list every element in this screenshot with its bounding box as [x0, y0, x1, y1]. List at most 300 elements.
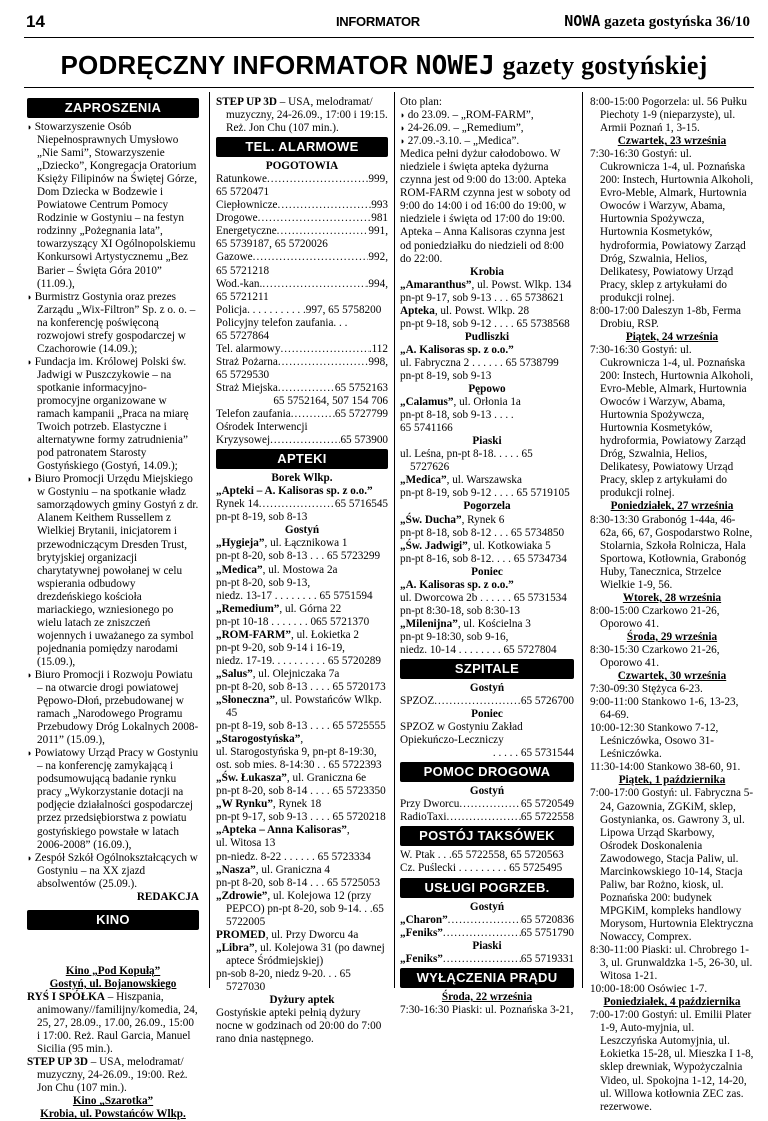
entry-label: „Charon” — [400, 913, 448, 926]
invitation-item: ◗ Fundacja im. Królowej Polski św. Jadwigi w Puszczykowie – na spotkanie informacyjno-promocyjne organizowane w ramach kampanii „Praca na miarę Twoich potrzeb. Elastyczne i alternatywne formy zatrudnienia” pod patronatem Starosty Gostyńskiego (Gostyń, 14.09.); — [27, 356, 199, 473]
outage-day: Czwartek, 23 września — [617, 135, 727, 148]
entry-detail: ul. Leśna, pn-pt 8-18. . . . . 65 5727626 — [400, 448, 533, 474]
entry-number: .994, — [365, 277, 388, 290]
entry-number: 65 5722558 — [520, 811, 574, 824]
entry-number: 65 5752163 — [334, 381, 388, 394]
pharmacy-towns — [400, 266, 574, 657]
section-header-taxi: POSTÓJ TAKSÓWEK — [400, 826, 574, 846]
power-outage-list — [590, 135, 754, 1114]
emergency-phone-list — [216, 173, 388, 447]
phone-number: Ośrodek Interwencji — [216, 421, 308, 434]
entry-number: 992, — [368, 251, 388, 264]
publication-name: NOWA gazeta gostyńska 36/10 — [564, 12, 750, 30]
phone-number: Policja. . . . . . . . . . .997, 65 5758200 — [216, 303, 382, 316]
pharmacy-line — [216, 759, 388, 772]
entry-detail: ul. Starogostyńska 9, pn-pt 8-19:30, — [216, 746, 377, 759]
pharmacy-line — [216, 864, 388, 877]
entry-label: Kryzysowej — [216, 434, 271, 447]
pharmacy-line — [216, 733, 388, 746]
section-header-zaproszenia: ZAPROSZENIA — [27, 98, 199, 118]
pharmacy-line — [400, 514, 574, 527]
pharmacy-line — [400, 422, 574, 435]
invitation-item: ◗ Powiatowy Urząd Pracy w Gostyniu – na konferencję zamykającą i podsumowującą badanie rynku pracy „Wykorzystanie dotacji na podjęcie działalności gospodarczej przez przedsiębiorstwa z powiatu gostyńskiego powstałe w latach 2006-2008” (16.09.), — [27, 747, 199, 851]
film-entry: STEP UP 3D – USA, melodramat/ muzyczny, 24-26.09., 17:00 i 19:15. Reż. Jon Chu (107 min.). — [216, 96, 388, 135]
signature: REDAKCJA — [136, 890, 199, 903]
film-entry: STEP UP 3D – USA, melodramat/ muzyczny, 24-26.09., 19:00. Reż. Jon Chu (107 min.). — [27, 1056, 188, 1095]
dot-leader — [278, 382, 335, 395]
entry-label: Ratunkowe — [216, 173, 267, 186]
plan-title: Oto plan: — [400, 96, 442, 108]
invitations-list — [27, 121, 199, 891]
entry-detail: , ul. Kotkowiaka 5 — [467, 539, 551, 552]
entry-number: .999, — [365, 173, 388, 186]
hospital-phone: SPZOZ ..... 65 5726700 — [400, 695, 574, 708]
entry-label: Wod.-kan. — [216, 277, 263, 290]
entry-detail: niedz. 17-19. . . . . . . . . . 65 5720289 — [216, 654, 381, 667]
masthead-rule — [24, 87, 754, 88]
entry-label: Gazowe — [216, 251, 253, 264]
entry-name: „Starogostyńska” — [216, 733, 301, 746]
phone-row — [400, 811, 574, 824]
pharmacy-line — [400, 618, 574, 631]
entry-number: 991, — [368, 225, 388, 238]
dot-leader — [278, 356, 369, 369]
entry-name: „Salus” — [216, 667, 253, 680]
entry-detail: pn-pt 8-20, sob 9-13, — [216, 576, 311, 589]
phone-number: 65 5739187, 65 5720026 — [216, 238, 328, 251]
entry-detail: , ul. Górna 22 — [279, 602, 342, 615]
pharmacy-line — [216, 746, 388, 759]
phone-row — [216, 382, 388, 395]
entry-detail: ost. sob mies. 8-14:30 . . 65 5722393 — [216, 759, 382, 772]
outage-day: Poniedziałek, 4 października — [603, 996, 741, 1009]
entry-detail: , ul. Powst. Wlkp. 134 — [471, 278, 572, 291]
outage-item: 8:00-15:00 Pogorzela: ul. 56 Pułku Piechoty 1-9 (nieparzyste), ul. Armii Poznań 1, 3-15. — [590, 96, 747, 135]
outage-day: Czwartek, 30 września — [617, 670, 727, 683]
dot-leader — [448, 914, 521, 927]
invitation-item: ◗ Biuro Promocji Urzędu Miejskiego w Gostyniu – na spotkanie władz samorządowych gminy Gostyń z dr. Alanem Keithem Russellem z Wielkiej Brytanii, inicjatorem i przewodniczącym Dresden Trust, brytyjskiej organizacji charytatywnej powołanej w celu wspierania odbudowy drezdeńskiego kościoła mariackiego, wzniesionego po wielu latach ze zniszczeń wojennych i uważanego za symbol pojednania pomiędzy narodami (15.09.), — [27, 473, 199, 669]
town-name: Piaski — [472, 435, 502, 448]
pharmacy-line — [400, 579, 574, 592]
entry-detail: pn-pt 8-20, sob 8-13 . . . 65 5723299 — [216, 550, 381, 563]
pharmacy-line — [400, 592, 574, 605]
pharmacy-line — [400, 279, 574, 292]
entry-detail: pn-pt 8-20, sob 8-14 . . . . 65 5723350 — [216, 785, 386, 798]
entry-detail: , — [346, 824, 350, 837]
town-name: Pępowo — [468, 383, 506, 396]
phone-number: 65 5752164, 507 154 706 — [273, 394, 388, 407]
outage-item: 8:30-11:00 Piaski: ul. Chrobrego 1-3, ul. Grunwaldzka 1-5, 26-30, ul. Witosa 1-21. — [590, 944, 753, 983]
header-rule — [24, 37, 754, 38]
pharmacy-line — [216, 616, 388, 629]
outage-item: 7:30-16:30 Gostyń: ul. Cukrownicza 1-4, ul. Poznańska 200: Instech, Hurtownia Alkoholi, Evro-Meble, Almark, Hurtownia Owoców i Warzyw, Abama, Hurtownia Spożywcza, Hurtownia Kosmetyków, hydroformia, Powiatowy Zarząd Dróg, Szwalnia, Helios, Delikatesy, Powiatowy Urząd Pracy, sklep z artykułami do produkcji rolnej. — [590, 343, 754, 500]
masthead-title: PODRĘCZNY INFORMATOR NOWEJ gazety gostyńskiej — [60, 50, 708, 81]
entry-name: „Św. Ducha” — [400, 513, 462, 526]
outage-day: Środa, 29 września — [626, 630, 718, 643]
roadside-help-list — [400, 798, 574, 824]
pharmacy-line — [216, 824, 388, 837]
phone-row — [216, 434, 388, 447]
pharmacy-name: „Apteki – A. Kalisoras sp. z o.o.” — [216, 485, 373, 498]
outage-item: 8:30-15:30 Czarkowo 21-26, Oporowo 41. — [590, 643, 720, 670]
pharmacy-line — [216, 603, 388, 616]
entry-name: „Remedium” — [216, 602, 280, 615]
duty-details: Medica pełni dyżur całodobowo. W niedziele i święta apteka dyżurna czynna jest od 9:00 do 13:00. Apteka ROM-FARM czynna jest w soboty od 9:00 do 14:00 i od 16:00 do 19:00, w niedziele i święta od 17:00 do 19:00. Apteka – Anna Kalisoras czynna jest od poniedziałku do niedzieli od 8:00 do 22:00. — [400, 148, 571, 265]
entry-name: „Medica” — [216, 563, 263, 576]
dot-leader — [258, 212, 372, 225]
outage-item: 7:00-17:00 Gostyń: ul. Fabryczna 5-24, Gazownia, ZGKiM, sklep, Gostynianka, os. Gawrony 3, ul. Lipowa Urząd Skarbowy, Ośrodek Doskonalenia Zawodowego, Stacja Paliw, ul. Marcinkowskiego 10-14, Stacja Paliw, bar Rożno, kiosk, ul. Poznańska 200: budynek MPGKiM, kompleks handlowy Morysom, Hurtownia Elektryczna Nowaccy, Comprex. — [590, 787, 754, 943]
entry-number: 981 — [371, 212, 388, 225]
phone-row — [216, 212, 388, 225]
entry-detail: , ul. Powstańców Wlkp. 45 — [226, 693, 382, 720]
dot-leader — [280, 343, 368, 356]
outage-item: 7:30-16:30 Gostyń: ul. Cukrownicza 1-4, ul. Poznańska 200: Instech, Hurtownia Alkoholi, Evro-Meble, Almark, Hurtownia Owoców i Warzyw, Abama, Hurtownia Spożywcza, Hurtownia Kosmetyków, hydroformia, Powiatowy Zarząd Dróg, Szwalnia, Helios, Delikatesy, Powiatowy Urząd Pracy, sklep z artykułami do produkcji rolnej. — [590, 148, 754, 304]
pharmacy-line — [216, 537, 388, 550]
entry-number: 65 5720836 — [520, 913, 574, 926]
town-name: Gostyń — [284, 524, 320, 537]
section-header-kino: KINO — [27, 910, 199, 930]
entry-name: „Zdrowie” — [216, 889, 268, 902]
entry-label: Przy Dworcu — [400, 798, 460, 811]
phone-number: 65 5729530 — [216, 368, 270, 381]
column-divider — [394, 92, 395, 988]
outage-item: 11:30-14:00 Stankowo 38-60, 91. — [590, 761, 741, 774]
phone-row — [216, 278, 388, 291]
plan-item: ◗ 24-26.09. – „Remedium”, — [400, 122, 574, 135]
phone-number: 65 5721211 — [216, 290, 269, 303]
pharmacy-line — [400, 605, 574, 618]
pharmacy-hours: pn-pt 8-19, sob 8-13 — [216, 511, 308, 524]
dot-leader — [253, 251, 369, 264]
pharmacy-line — [216, 720, 388, 733]
page-number: 14 — [26, 12, 45, 31]
invitation-item: ◗ Biuro Promocji i Rozwoju Powiatu – na otwarcie drogi powiatowej Pępowo-Dłoń, przebudowanej w ramach „Narodowego Programu Przebudowy Dróg Lokalnych 2008-2011” (15.09.), — [27, 669, 199, 747]
section-header-pogrzeb: USŁUGI POGRZEB. — [400, 878, 574, 898]
entry-detail: , ul. Mostowa 2a — [262, 563, 338, 576]
dot-leader — [443, 953, 521, 966]
pharmacy-line — [400, 474, 574, 487]
taxi-row: Cz. Puślecki . . . . . . . . . 65 5725495 — [400, 862, 563, 875]
outage-item: 7:30-09:30 Stężyca 6-23. — [590, 683, 703, 696]
duty-plan-list — [400, 109, 574, 148]
phone-number: 65 5721218 — [216, 264, 270, 277]
pharmacy-line — [400, 318, 574, 331]
pharmacy-line — [216, 877, 388, 890]
pharmacy-line — [216, 564, 388, 577]
phone-row — [400, 927, 574, 940]
entry-detail: , ul. Kościelna 3 — [457, 617, 531, 630]
pharmacy-line — [216, 668, 388, 681]
entry-number: 993 — [371, 199, 388, 212]
pharmacy-line — [400, 292, 574, 305]
column-2 — [216, 96, 388, 1046]
pharmacy-line — [216, 968, 388, 994]
entry-detail: , Rynek 18 — [272, 798, 322, 811]
outage-item: 10:00-12:30 Stankowo 7-12, Leśniczówka, Osowo 31-Leśniczówka. — [590, 722, 719, 761]
pharmacy-line — [216, 577, 388, 590]
entry-detail: , ul. Łokietka 2 — [290, 628, 360, 641]
entry-label: Telefon zaufania — [216, 408, 291, 421]
entry-detail: pn-pt 9-18:30, sob 9-16, — [400, 630, 509, 643]
entry-detail: pn-pt 8-19, sob 9-12 . . . . 65 5719105 — [400, 487, 570, 500]
entry-name: „Amaranthus” — [400, 278, 472, 291]
entry-detail: pn-sob 8-20, niedz 9-20. . . 65 5727030 — [216, 967, 351, 993]
entry-name: „Św. Jadwigi” — [400, 539, 468, 552]
entry-name: „Hygieja” — [216, 537, 265, 550]
entry-detail: , ul. Powst. Wlkp. 28 — [434, 304, 530, 317]
outage-item: 8:30-13:30 Grabonóg 1-44a, 46-62a, 66, 67, Gospodarstwo Rolne, Stolarnia, Szkoła Rolnicza, Hala Sportowa, Kotłownia, Grabonóg Huby, Tanecznica, Strzelce Wielkie 1-9, 56. — [590, 513, 753, 591]
dot-leader — [446, 811, 520, 824]
town-name: Gostyń — [469, 785, 505, 798]
entry-detail: pn-pt 9-20, sob 9-14 i 16-19, — [216, 641, 345, 654]
funeral-list — [400, 953, 574, 966]
plan-item: ◗ do 23.09. – „ROM-FARM”, — [400, 109, 574, 122]
invitation-item: ◗ Zespół Szkół Ogólnokształcących w Gostyniu – na XX zjazd absolwentów (25.09.). — [27, 852, 199, 891]
entry-name: „Apteka – Anna Kalisoras” — [216, 824, 347, 837]
outage-item: 8:00-15:00 Czarkowo 21-26, Oporowo 41. — [590, 604, 720, 630]
phone-row — [216, 251, 388, 264]
dot-leader — [278, 199, 372, 212]
pharmacy-line — [400, 396, 574, 409]
phone-row — [400, 798, 574, 811]
hospital-name: SPZOZ w Gostyniu Zakład Opiekuńczo-Leczniczy — [400, 721, 523, 747]
pharmacy-line — [216, 811, 388, 824]
pharmacy-line — [400, 370, 574, 383]
page-header — [0, 0, 768, 38]
film-entry: RYŚ I SPÓŁKA – Hiszpania, animowany//familijny/komedia, 24, 25, 27, 28.09., 17.00, 26.09., 15:00 i 17:00. Reż. Raul Garcia, Manuel Sicilia (95 min.). — [27, 990, 198, 1056]
column-divider — [582, 92, 583, 988]
entry-detail: pn-pt 9-17, sob 9-13 . . . 65 5738621 — [400, 291, 565, 304]
dot-leader — [459, 798, 521, 811]
plan-item: ◗ 27.09.-3.10. – „Medica”. — [400, 135, 574, 148]
entry-label: Drogowe — [216, 212, 258, 225]
entry-detail: , ul. Olejniczaka 7a — [252, 667, 340, 680]
phone-row — [216, 199, 388, 212]
cinema-name: Kino „Pod Kopułą” — [65, 964, 161, 977]
dot-leader — [262, 278, 365, 291]
entry-number: 998, — [368, 355, 388, 368]
outage-day: Piątek, 1 października — [618, 774, 726, 787]
entry-number: 65 5751790 — [520, 926, 574, 939]
entry-detail: pn-pt 10-18 . . . . . . . 065 5721370 — [216, 615, 370, 628]
town-name: Pudliszki — [464, 330, 510, 343]
entry-detail: , ul. Orłonia 1a — [453, 396, 521, 409]
invitation-item: ◗ Burmistrz Gostynia oraz prezes Zarządu „Wix-Filtron” Sp. z o. o. – na konferencję poświęconą rozwojowi strefy gospodarczej w Czachorowie (14.09.); — [27, 291, 199, 356]
entry-detail: , ul. Przy Dworcu 4a — [265, 928, 359, 941]
entry-name: „Milenijna” — [400, 617, 458, 630]
dot-leader — [277, 225, 369, 238]
town-name: Gostyń — [469, 900, 505, 913]
phone-row — [400, 914, 574, 927]
column-4 — [590, 96, 754, 1114]
outage-item: 8:00-17:00 Daleszyn 1-8b, Ferma Drobiu, RSP. — [590, 304, 741, 330]
taxi-row: W. Ptak . . .65 5722558, 65 5720563 — [400, 849, 564, 862]
entry-detail: ul. Dworcowa 2b . . . . . . 65 5731534 — [400, 591, 567, 604]
entry-detail: pn-niedz. 8-22 . . . . . . 65 5723334 — [216, 850, 371, 863]
entry-detail: pn-pt 9-17, sob 9-13 . . . . 65 5720218 — [216, 811, 386, 824]
outage-day: Środa, 22 września — [441, 990, 533, 1003]
pharmacy-list — [216, 537, 388, 994]
pharmacy-line — [400, 409, 574, 422]
pharmacy-line — [216, 655, 388, 668]
entry-detail: , ul. Kolejowa 31 (po dawnej aptece Śródmiejskiej) — [226, 941, 385, 967]
town-name: Poniec — [471, 565, 503, 578]
entry-name: „Medica” — [400, 474, 447, 487]
entry-detail: pn-pt 8-18, sob 9-13 . . . . — [400, 409, 514, 422]
cinema-name: Kino „Szarotka” — [72, 1095, 154, 1108]
phone-row — [216, 225, 388, 238]
entry-number: 65 573900 — [340, 434, 388, 447]
entry-detail: , Rynek 6 — [461, 513, 505, 526]
entry-label: „Feniks” — [400, 926, 443, 939]
subheading: Dyżury aptek — [269, 994, 335, 1007]
dot-leader — [267, 173, 366, 186]
phone-row — [216, 343, 388, 356]
phone-row — [216, 408, 388, 421]
outage-item: 9:00-11:00 Stankowo 1-6, 13-23, 64-69. — [590, 696, 739, 722]
phone-number: 65 5727864 — [216, 329, 270, 342]
entry-label: Straż Miejska — [216, 381, 278, 394]
entry-detail: pn-pt 8-20, sob 8-14 . . . 65 5725053 — [216, 876, 381, 889]
outage-day: Piątek, 24 września — [625, 330, 719, 343]
pharmacy-line — [216, 851, 388, 864]
entry-name: „Słoneczna” — [216, 693, 276, 706]
cinema-address: Krobia, ul. Powstańców Wlkp. — [40, 1108, 186, 1121]
pharmacy-line — [400, 357, 574, 370]
entry-detail: pn-pt 8-18, sob 8-12 . . . 65 5734850 — [400, 526, 565, 539]
entry-number: .112 — [368, 342, 388, 355]
duty-text: Gostyńskie apteki pełnią dyżury nocne w godzinach od 20:00 do 7:00 rano dnia następnego. — [216, 1007, 382, 1046]
entry-detail: 65 5741166 — [400, 422, 453, 435]
section-header-szpitale: SZPITALE — [400, 659, 574, 679]
hospital-phone: . . . . . 65 5731544 — [492, 747, 574, 760]
town-name: Poniec — [471, 708, 503, 721]
entry-detail: niedz. 10-14 . . . . . . . . 65 5727804 — [400, 643, 557, 656]
phone-row — [216, 356, 388, 369]
pharmacy-line — [400, 644, 574, 657]
section-header-pradu: WYŁĄCZENIA PRĄDU — [400, 968, 574, 988]
entry-label: Straż Pożarna — [216, 355, 278, 368]
pharmacy-phone: Rynek 14 ..... 65 5716545 — [216, 498, 388, 511]
entry-number: 65 5719331 — [520, 952, 574, 965]
entry-name: „Calamus” — [400, 396, 454, 409]
town-name: Gostyń — [469, 682, 505, 695]
pharmacy-line — [400, 631, 574, 644]
pharmacy-line — [216, 642, 388, 655]
entry-name: „W Rynku” — [216, 798, 273, 811]
dot-leader — [270, 434, 340, 447]
pharmacy-line — [216, 929, 388, 942]
entry-name: PROMED — [216, 928, 266, 941]
entry-number: 65 5720549 — [520, 798, 574, 811]
pharmacy-line — [400, 344, 574, 357]
entry-detail: , ul. Graniczna 4 — [255, 863, 331, 876]
entry-detail: , ul. Łącznikowa 1 — [264, 537, 348, 550]
pharmacy-line — [216, 837, 388, 850]
pharmacy-line — [400, 448, 574, 474]
entry-detail: , ul. Graniczna 6e — [286, 772, 367, 785]
section-header-pomoc: POMOC DROGOWA — [400, 762, 574, 782]
entry-name: „A. Kalisoras sp. z o.o.” — [400, 578, 514, 591]
entry-number: 65 5727799 — [334, 408, 388, 421]
phone-number: Policyjny telefon zaufania. . . — [216, 316, 348, 329]
pharmacy-line — [216, 629, 388, 642]
town-name: Piaski — [472, 939, 502, 952]
entry-name: Apteka — [400, 304, 435, 317]
entry-name: „A. Kalisoras sp. z o.o.” — [400, 343, 514, 356]
entry-detail: pn-pt 8:30-18, sob 8:30-13 — [400, 604, 520, 617]
pharmacy-line — [400, 540, 574, 553]
outage-item: 10:00-18:00 Osówiec 1-7. — [590, 983, 708, 996]
entry-detail: ul. Witosa 13 — [216, 837, 276, 850]
entry-label: „Feniks” — [400, 952, 443, 965]
column-divider — [209, 92, 210, 988]
outage-day: Poniedziałek, 27 września — [610, 500, 734, 513]
outage-item: 7:00-17:00 Gostyń: ul. Emilii Plater 1-9, Auto-myjnia, ul. Leszczyńska Automyjnia, ul. Łokietka 15-28, ul. Mieszka I 1-8, sklep drewniak, Wypożyczalnia Video, ul. Spokojna 1-12, 14-20, ul. Willowa kotłownia ZEC zas. rezerwowe. — [590, 1009, 754, 1113]
pharmacy-line — [216, 590, 388, 603]
entry-name: „ROM-FARM” — [216, 628, 291, 641]
pharmacy-line — [400, 553, 574, 566]
pharmacy-line — [216, 694, 388, 720]
invitation-item: ◗ Stowarzyszenie Osób Niepełnosprawnych Umysłowo „Nie Sami”, Stowarzyszenie „Dziecko”, Kongregacja Oratorium Księży Filipinów na Świętej Górze, Dom Dziecka w Bodzewie i Powiatowe Centrum Pomocy Rodzinie w Gostyniu – na festyn rodzinny „Pożegnania lata”, towarzyszący XI Ogólnopolskiemu Konkursowi Artystycznemu „Bez Barier – Święta Góra 2010” (11.09.), — [27, 121, 199, 291]
town-name: Pogorzela — [463, 500, 511, 513]
entry-detail: niedz. 13-17 . . . . . . . . 65 5751594 — [216, 589, 373, 602]
entry-label: RadioTaxi — [400, 811, 447, 824]
dot-leader — [443, 927, 521, 940]
entry-detail: , ul. Kolejowa 12 (przy PEPCO) pn-pt 8-20, sob 9-14. . .65 5722005 — [226, 889, 384, 928]
entry-name: „Nasza” — [216, 863, 256, 876]
column-1 — [27, 96, 199, 1121]
pharmacy-line — [216, 890, 388, 929]
column-3 — [400, 96, 574, 1017]
entry-detail: pn-pt 8-16, sob 8-12. . . . 65 5734734 — [400, 552, 567, 565]
pharmacy-line — [216, 772, 388, 785]
entry-detail: , — [300, 733, 304, 746]
pharmacy-line — [216, 942, 388, 968]
entry-detail: pn-pt 9-18, sob 9-12 . . . . 65 5738568 — [400, 317, 570, 330]
town-name: Krobia — [470, 265, 504, 278]
entry-detail: pn-pt 8-19, sob 9-13 — [400, 369, 492, 382]
phone-row — [400, 953, 574, 966]
pharmacy-line — [400, 305, 574, 318]
entry-label: Tel. alarmowy — [216, 342, 281, 355]
section-header-apteki: APTEKI — [216, 449, 388, 469]
town-name: Borek Wlkp. — [271, 472, 333, 485]
entry-detail: pn-pt 8-19, sob 8-13 . . . . 65 5725555 — [216, 720, 386, 733]
entry-label: Ciepłownicze — [216, 199, 278, 212]
outage-item: 7:30-16:30 Piaski: ul. Poznańska 3-21, — [400, 1003, 574, 1016]
phone-number: 65 5720471 — [216, 186, 270, 199]
section-label: INFORMATOR — [336, 14, 420, 29]
pharmacy-line — [400, 487, 574, 500]
section-header-alarmowe: TEL. ALARMOWE — [216, 137, 388, 157]
entry-detail: ul. Fabryczna 2 . . . . . . 65 5738799 — [400, 356, 559, 369]
entry-detail: , ul. Warszawska — [446, 474, 522, 487]
pharmacy-line — [400, 527, 574, 540]
pharmacy-line — [216, 785, 388, 798]
pharmacy-line — [216, 798, 388, 811]
entry-detail: pn-pt 8-20, sob 8-13 . . . . 65 5720173 — [216, 680, 386, 693]
pharmacy-line — [216, 681, 388, 694]
pharmacy-line — [216, 550, 388, 563]
phone-row — [216, 173, 388, 186]
subheading: POGOTOWIA — [265, 160, 339, 173]
outage-day: Wtorek, 28 września — [622, 591, 722, 604]
funeral-list — [400, 914, 574, 940]
dot-leader — [291, 408, 335, 421]
cinema-address: Gostyń, ul. Bojanowskiego — [49, 977, 177, 990]
entry-name: „Libra” — [216, 941, 255, 954]
